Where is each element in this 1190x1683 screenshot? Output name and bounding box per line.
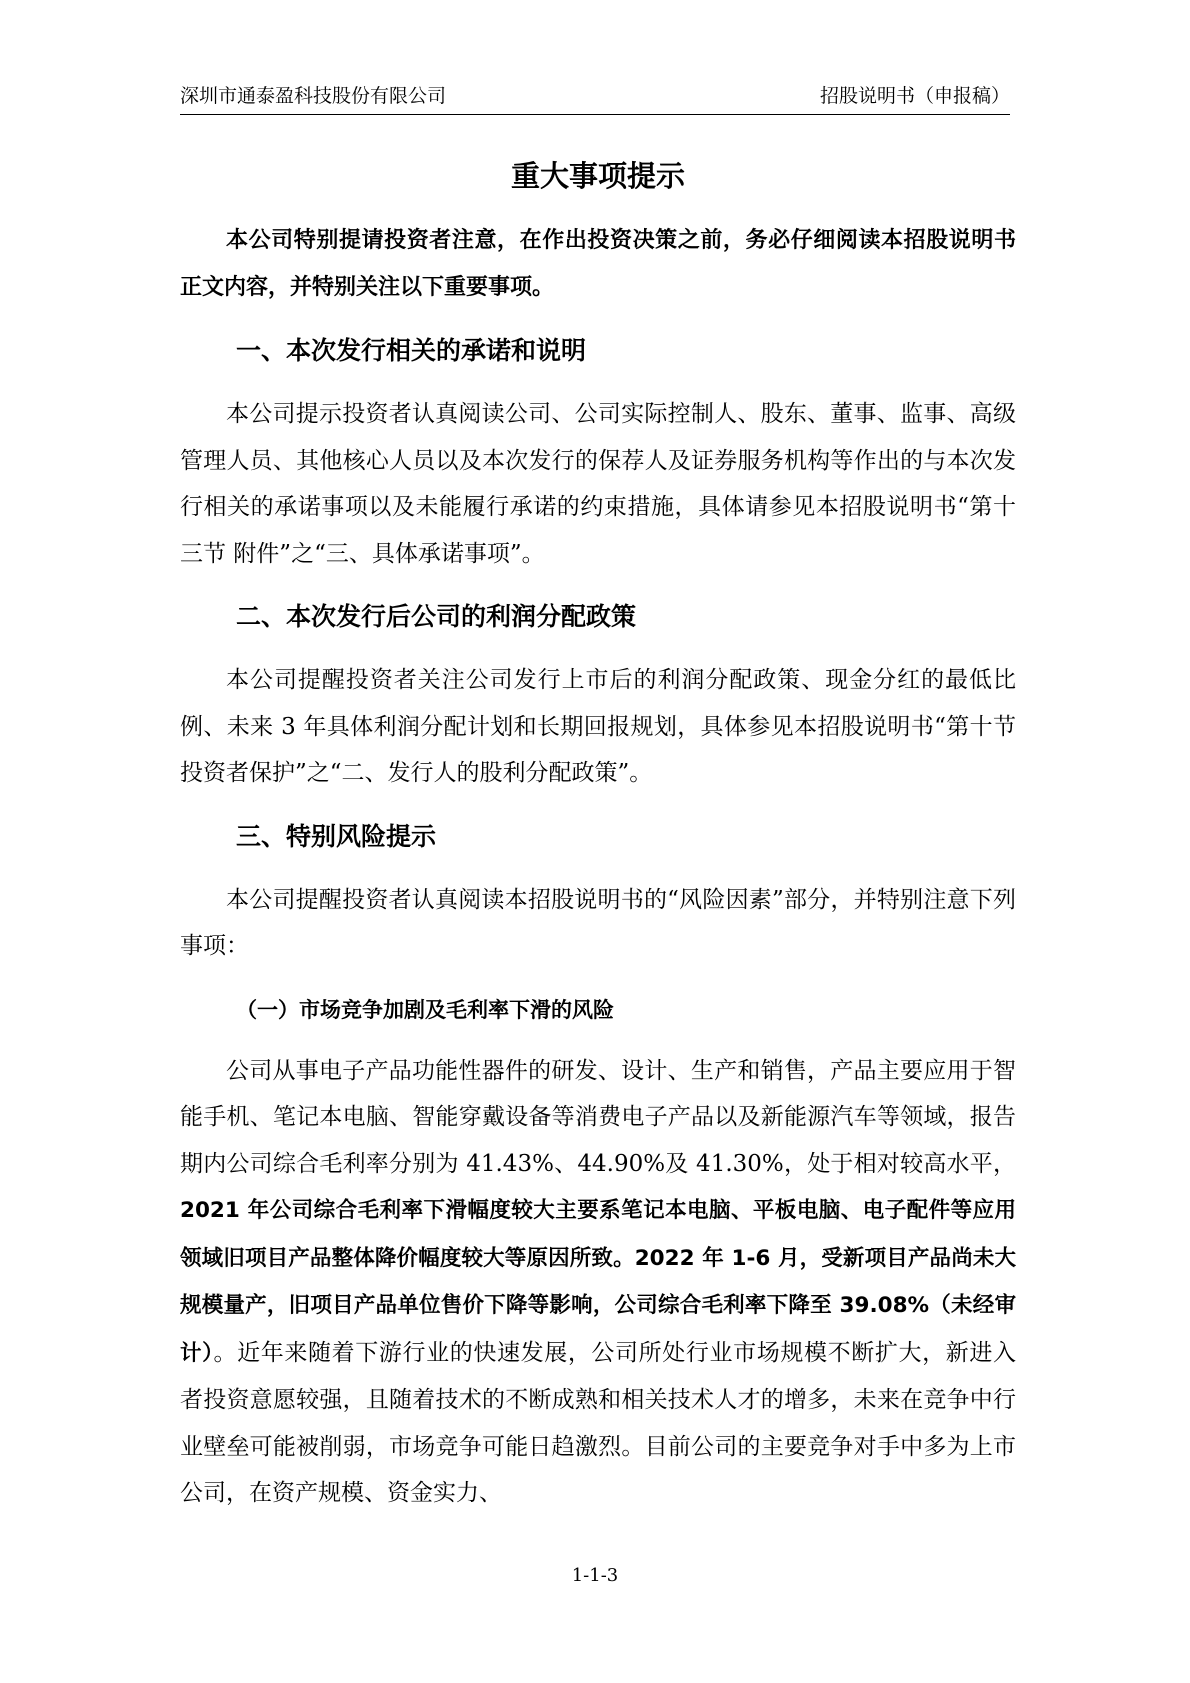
section-2-body: 本公司提醒投资者关注公司发行上市后的利润分配政策、现金分红的最低比例、未来 3 年具体利润分配计划和长期回报规划，具体参见本招股说明书“第十节 投资者保护”之“二、发行人的股利分配政策”。 xyxy=(180,667,1016,786)
page-content xyxy=(180,150,1016,1517)
section-2-heading: 二、本次发行后公司的利润分配政策 xyxy=(236,602,637,631)
section-1-heading: 一、本次发行相关的承诺和说明 xyxy=(236,336,587,365)
subsection-1-text-part2: 。近年来随着下游行业的快速发展，公司所处行业市场规模不断扩大，新进入者投资意愿较强，且随着技术的不断成熟和相关技术人才的增多，未来在竞争中行业壁垒可能被削弱，市场竞争可能日趋激烈。目前公司的主要竞争对手中多为上市公司，在资产规模、资金实力、 xyxy=(180,1339,1016,1506)
page-header xyxy=(180,82,1010,115)
header-company-name: 深圳市通泰盈科技股份有限公司 xyxy=(180,85,447,107)
subsection-1-bold-text: 2021 年公司综合毛利率下滑幅度较大主要系笔记本电脑、平板电脑、电子配件等应用领域旧项目产品整体降价幅度较大等原因所致。2022 年 1-6 月，受新项目产品尚未大规模量产，旧项目产品单位售价下降等影响，公司综合毛利率下降至 39.08%（未经审计） xyxy=(180,1198,1016,1366)
section-3-body: 本公司提醒投资者认真阅读本招股说明书的“风险因素”部分，并特别注意下列事项： xyxy=(180,886,1016,959)
intro-paragraph: 本公司特别提请投资者注意，在作出投资决策之前，务必仔细阅读本招股说明书正文内容，并特别关注以下重要事项。 xyxy=(180,228,1016,300)
subsection-1-heading: （一）市场竞争加剧及毛利率下滑的风险 xyxy=(236,997,614,1022)
page-number: 1-1-3 xyxy=(571,1565,619,1586)
subsection-1-body xyxy=(180,1048,1016,1517)
section-1-body: 本公司提示投资者认真阅读公司、公司实际控制人、股东、董事、监事、高级管理人员、其他核心人员以及本次发行的保荐人及证券服务机构等作出的与本次发行相关的承诺事项以及未能履行承诺的约束措施，具体请参见本招股说明书“第十三节 附件”之“三、具体承诺事项”。 xyxy=(180,401,1016,567)
page-title: 重大事项提示 xyxy=(510,159,685,193)
header-document-type: 招股说明书（申报稿） xyxy=(819,85,1010,107)
section-3-heading: 三、特别风险提示 xyxy=(236,821,437,851)
subsection-1-text-part1: 公司从事电子产品功能性器件的研发、设计、生产和销售，产品主要应用于智能手机、笔记本电脑、智能穿戴设备等消费电子产品以及新能源汽车等领域，报告期内公司综合毛利率分别为 41.43%、44.90%及 41.30%，处于相对较高水平， xyxy=(180,1057,1016,1177)
